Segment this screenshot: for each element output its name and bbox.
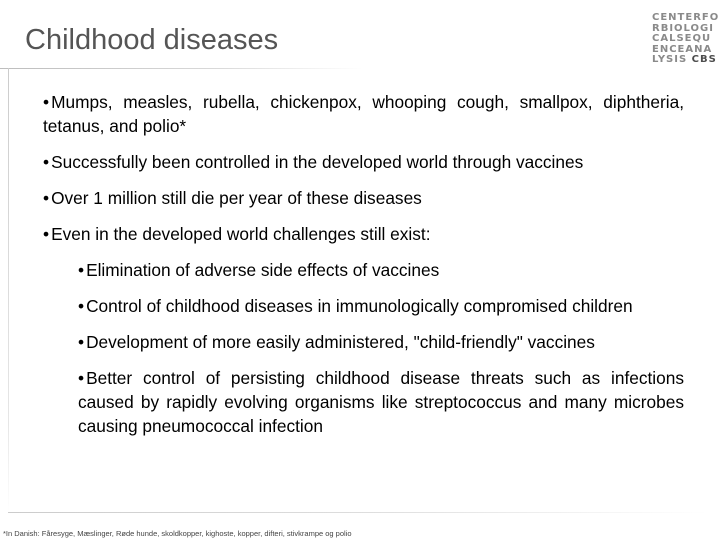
logo-line	[652, 54, 717, 66]
bullet-item	[43, 186, 684, 210]
bullet-icon: •	[78, 260, 85, 280]
sub-bullet-text: Elimination of adverse side effects of vaccines	[86, 260, 440, 280]
bottom-border-line	[8, 512, 708, 513]
slide-title: Childhood diseases	[25, 24, 279, 56]
logo-prefix: LYSIS	[652, 54, 688, 66]
sub-bullet-text: Development of more easily administered, "child-friendly" vaccines	[86, 332, 595, 352]
sub-bullet-item	[78, 366, 684, 438]
bullet-item	[43, 222, 684, 246]
left-border-line	[8, 68, 9, 512]
sub-bullet-item	[78, 294, 684, 318]
bullet-icon: •	[43, 188, 50, 208]
title-divider	[0, 68, 363, 69]
bullet-icon: •	[78, 296, 85, 316]
slide-content	[43, 90, 684, 450]
bullet-text: Over 1 million still die per year of these diseases	[51, 188, 422, 208]
bullet-icon: •	[78, 332, 85, 352]
sub-bullet-text: Control of childhood diseases in immunologically compromised children	[86, 296, 633, 316]
logo-accent: CBS	[691, 54, 717, 66]
logo-line: CENTERFO	[652, 12, 720, 23]
bullet-icon: •	[43, 92, 50, 112]
sub-bullet-item	[78, 330, 684, 354]
logo-line: RBIOLOGI	[652, 22, 714, 34]
bullet-icon: •	[43, 152, 50, 172]
bullet-text: Successfully been controlled in the developed world through vaccines	[51, 152, 584, 172]
logo-line: ENCEANA	[652, 43, 713, 55]
sub-bullet-text: Better control of persisting childhood disease threats such as infections caused by rapidly evolving organisms like streptococcus and many microbes causing pneumococcal infection	[78, 368, 684, 436]
sub-bullet-item	[78, 258, 684, 282]
cbs-logo	[652, 12, 720, 66]
footnote: *In Danish: Fåresyge, Mæslinger, Røde hunde, skoldkopper, kighoste, kopper, difteri, stivkrampe og polio	[3, 529, 352, 538]
bullet-text: Even in the developed world challenges still exist:	[51, 224, 431, 244]
logo-line: CALSEQU	[652, 33, 712, 45]
bullet-item	[43, 150, 684, 174]
bullet-icon: •	[43, 224, 50, 244]
bullet-icon: •	[78, 368, 85, 388]
bullet-item	[43, 90, 684, 138]
bullet-text: Mumps, measles, rubella, chickenpox, whooping cough, smallpox, diphtheria, tetanus, and polio*	[43, 92, 684, 136]
